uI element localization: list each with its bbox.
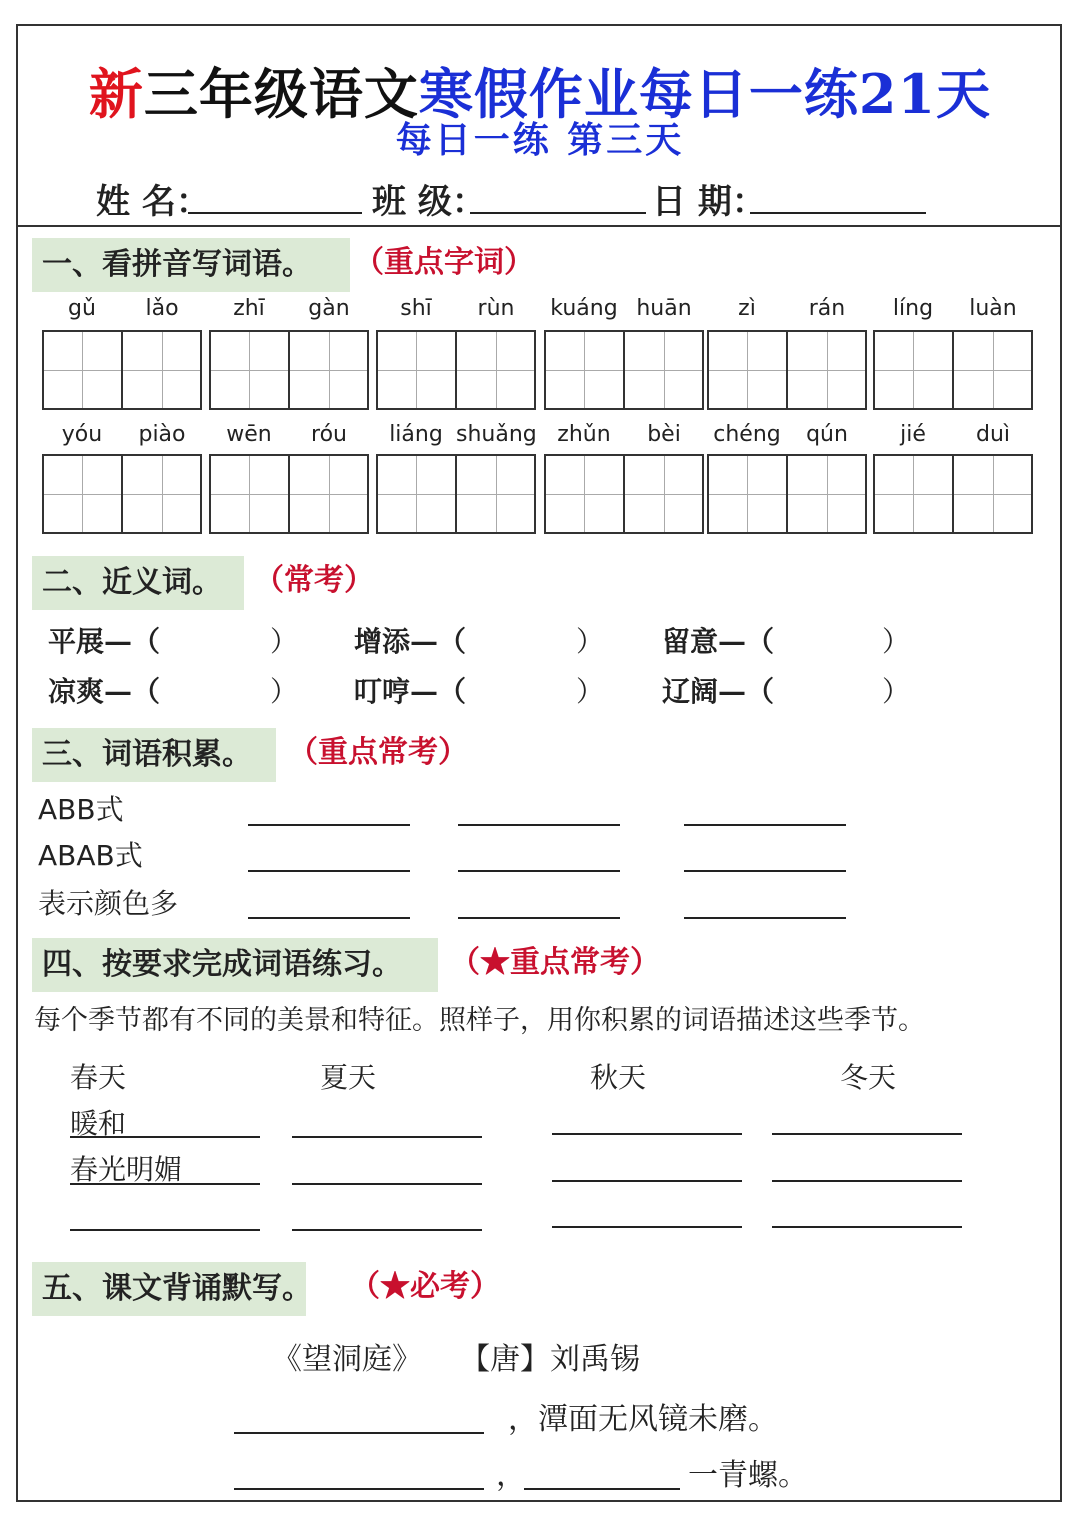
section3-title: 三、词语积累。: [32, 728, 276, 782]
word-box: [376, 454, 536, 534]
pinyin-label: yóu: [61, 422, 103, 447]
synonym-close: ）: [576, 675, 605, 708]
answer-line[interactable]: [248, 824, 410, 826]
class-field[interactable]: [470, 212, 646, 214]
synonym-close: ）: [270, 675, 299, 708]
pinyin-label: zhī: [233, 296, 265, 321]
word-box: [376, 330, 536, 410]
answer-line[interactable]: [70, 1229, 260, 1231]
pinyin-label: zì: [738, 296, 756, 321]
section5-title: 五、课文背诵默写。: [32, 1262, 306, 1316]
word-box: [209, 454, 369, 534]
word-box: [873, 330, 1033, 410]
answer-line[interactable]: [772, 1226, 962, 1228]
pinyin-label: liáng: [389, 422, 443, 447]
pinyin-label: róu: [311, 422, 347, 447]
pinyin-label: luàn: [969, 296, 1017, 321]
title-blue: 寒假作业每日一练21天: [418, 62, 992, 126]
pinyin-label: chéng: [713, 422, 781, 447]
pinyin-label: rùn: [477, 296, 515, 321]
pinyin-label: bèi: [647, 422, 681, 447]
word-box: [873, 454, 1033, 534]
word-box: [209, 330, 369, 410]
poem-blank[interactable]: [234, 1432, 484, 1434]
pinyin-label: kuáng: [550, 296, 618, 321]
title-black: 三年级语文: [143, 62, 419, 126]
word-box: [42, 330, 202, 410]
answer-line[interactable]: [684, 917, 846, 919]
answer-line[interactable]: [772, 1180, 962, 1182]
section4-instruction: 每个季节都有不同的美景和特征。照样子，用你积累的词语描述这些季节。: [34, 1005, 925, 1036]
answer-line[interactable]: [248, 870, 410, 872]
word-box: [707, 454, 867, 534]
title-red: 新: [88, 62, 144, 126]
pinyin-label: lǎo: [145, 296, 179, 321]
pinyin-label: shuǎng: [456, 422, 537, 447]
word-box: [707, 330, 867, 410]
synonym-item: 辽阔—（: [662, 675, 775, 708]
section3-note: （重点常考）: [288, 735, 468, 770]
season-winter: 冬天: [840, 1061, 897, 1094]
pinyin-label: shī: [400, 296, 432, 321]
answer-line[interactable]: [552, 1226, 742, 1228]
synonym-close: ）: [576, 625, 605, 658]
pinyin-label: gàn: [308, 296, 350, 321]
answer-line[interactable]: [772, 1133, 962, 1135]
name-label: 姓 名：: [96, 182, 210, 222]
synonym-close: ）: [882, 675, 911, 708]
pinyin-label: líng: [892, 296, 934, 321]
answer-line: [70, 1183, 260, 1185]
answer-line[interactable]: [684, 824, 846, 826]
synonym-close: ）: [270, 625, 299, 658]
synonym-item: 平展—（: [48, 625, 161, 658]
class-label: 班 级：: [372, 182, 486, 222]
answer-line[interactable]: [552, 1133, 742, 1135]
answer-line: [70, 1136, 260, 1138]
answer-line[interactable]: [292, 1229, 482, 1231]
answer-line[interactable]: [292, 1183, 482, 1185]
name-field[interactable]: [188, 212, 362, 214]
pinyin-label: huān: [636, 296, 692, 321]
synonym-close: ）: [882, 625, 911, 658]
section5-note: （★必考）: [350, 1269, 500, 1304]
answer-line[interactable]: [458, 917, 620, 919]
season-autumn: 秋天: [590, 1061, 647, 1094]
section2-note: （常考）: [254, 563, 374, 598]
section4-note: （★重点常考）: [450, 945, 660, 980]
pinyin-label: wēn: [226, 422, 272, 447]
date-label: 日 期：: [652, 182, 766, 222]
poem-author: 【唐】刘禹锡: [460, 1342, 640, 1377]
poem-blank[interactable]: [234, 1488, 484, 1490]
synonym-item: 凉爽—（: [48, 675, 161, 708]
word-box: [544, 454, 704, 534]
season-summer: 夏天: [320, 1061, 377, 1094]
answer-line[interactable]: [552, 1180, 742, 1182]
pinyin-label: jié: [900, 422, 926, 447]
pinyin-label: rán: [808, 296, 846, 321]
section1-title: 一、看拼音写词语。: [32, 238, 350, 292]
header-divider: [16, 225, 1062, 227]
color-label: 表示颜色多: [38, 887, 179, 920]
poem-line1-tail: ，潭面无风镜未磨。: [508, 1402, 778, 1437]
synonym-item: 留意—（: [662, 625, 775, 658]
answer-line[interactable]: [292, 1136, 482, 1138]
poem-blank[interactable]: [524, 1488, 680, 1490]
section4-title: 四、按要求完成词语练习。: [32, 938, 438, 992]
section1-note: （重点字词）: [354, 245, 534, 280]
poem-line2-comma: ，: [496, 1458, 526, 1493]
synonym-item: 叮哼—（: [354, 675, 467, 708]
pinyin-label: qún: [806, 422, 848, 447]
word-box: [544, 330, 704, 410]
answer-line[interactable]: [248, 917, 410, 919]
date-field[interactable]: [750, 212, 926, 214]
answer-line[interactable]: [458, 870, 620, 872]
answer-line[interactable]: [458, 824, 620, 826]
section2-title: 二、近义词。: [32, 556, 244, 610]
example-word: 暖和: [70, 1107, 127, 1140]
poem-line2-tail: 一青螺。: [688, 1458, 808, 1493]
pinyin-label: piào: [138, 422, 186, 447]
poem-title: 《望洞庭》: [272, 1342, 422, 1377]
page-subtitle: 每日一练 第三天: [395, 119, 685, 161]
abb-label: ABB式: [38, 793, 124, 826]
synonym-item: 增添—（: [354, 625, 467, 658]
example-word: 春光明媚: [70, 1153, 183, 1186]
pinyin-label: zhǔn: [557, 422, 611, 447]
season-spring: 春天: [70, 1061, 127, 1094]
word-box: [42, 454, 202, 534]
pinyin-label: duì: [975, 422, 1011, 447]
answer-line[interactable]: [684, 870, 846, 872]
pinyin-label: gǔ: [68, 296, 96, 321]
abab-label: ABAB式: [38, 839, 143, 872]
